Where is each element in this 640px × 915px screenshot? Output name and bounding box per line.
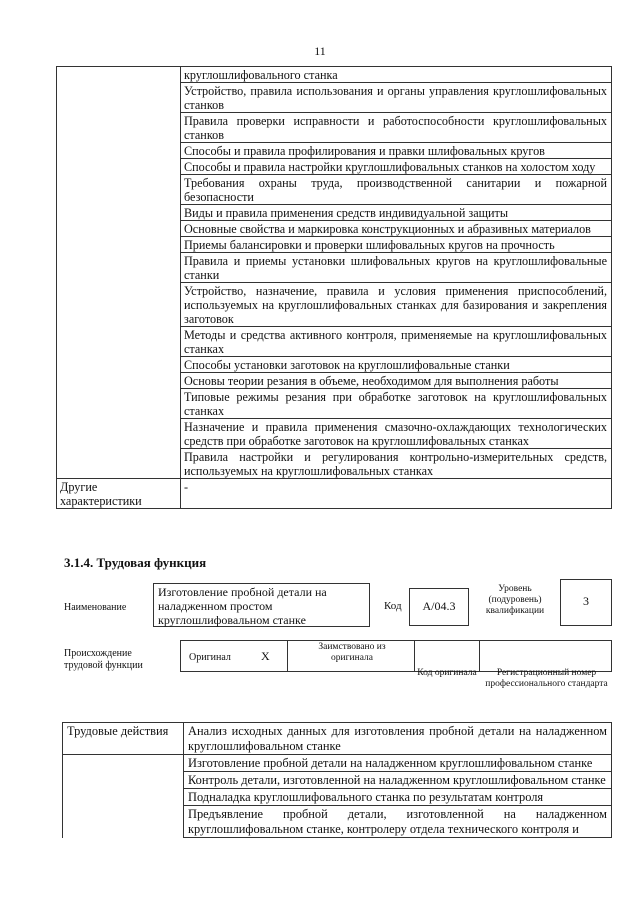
knowledge-item: Методы и средства активного контроля, применяемые на круглошлифовальных станках (181, 327, 612, 357)
knowledge-left-cell (57, 283, 181, 327)
action-row (63, 789, 612, 806)
knowledge-row (57, 143, 612, 159)
knowledge-item: Основы теории резания в объеме, необходимом для выполнения работы (181, 373, 612, 389)
action-row (63, 772, 612, 789)
knowledge-item: Правила проверки исправности и работоспособности круглошлифовальных станков (181, 113, 612, 143)
knowledge-left-cell (57, 221, 181, 237)
code-value: А/04.3 (422, 599, 456, 613)
reg-number-label: Регистрационный номер профессионального стандарта (485, 668, 608, 689)
knowledge-row (57, 159, 612, 175)
knowledge-left-cell (57, 357, 181, 373)
knowledge-left-cell (57, 67, 181, 83)
knowledge-left-cell (57, 143, 181, 159)
action-item: Изготовление пробной детали на наладженном круглошлифовальном станке (184, 755, 612, 772)
original-label: Оригинал (189, 652, 231, 663)
knowledge-left-cell (57, 205, 181, 221)
action-row (63, 755, 612, 772)
knowledge-item: Правила настройки и регулирования контрольно-измерительных средств, используемых на круглошлифовальных станках (181, 449, 612, 479)
knowledge-row (57, 83, 612, 113)
function-name-box (153, 583, 370, 627)
level-box (560, 579, 612, 626)
knowledge-left-cell (57, 373, 181, 389)
knowledge-row (57, 113, 612, 143)
knowledge-row (57, 389, 612, 419)
borrowed-label: Заимствовано из оригинала (318, 642, 386, 663)
knowledge-item: Типовые режимы резания при обработке заготовок на круглошлифовальных станках (181, 389, 612, 419)
original-mark: X (261, 649, 270, 663)
function-name-value: Изготовление пробной детали на наладженном простом круглошлифовальном станке (158, 585, 327, 627)
knowledge-left-cell (57, 253, 181, 283)
knowledge-left-cell (57, 175, 181, 205)
knowledge-item: Требования охраны труда, производственной санитарии и пожарной безопасности (181, 175, 612, 205)
knowledge-row (57, 67, 612, 83)
knowledge-left-cell (57, 449, 181, 479)
knowledge-left-cell (57, 327, 181, 357)
action-item: Подналадка круглошлифовального станка по результатам контроля (184, 789, 612, 806)
knowledge-row (57, 357, 612, 373)
section-title: 3.1.4. Трудовая функция (64, 555, 207, 570)
action-row (63, 723, 612, 755)
knowledge-item: Правила и приемы установки шлифовальных кругов на круглошлифовальные станки (181, 253, 612, 283)
other-characteristics-row (57, 479, 612, 509)
knowledge-item: круглошлифовального станка (181, 67, 612, 83)
actions-table (62, 722, 612, 838)
knowledge-item: Способы и правила профилирования и правки шлифовальных кругов (181, 143, 612, 159)
code-box (409, 588, 469, 626)
knowledge-row (57, 221, 612, 237)
knowledge-left-cell (57, 419, 181, 449)
knowledge-item: Устройство, назначение, правила и условия применения приспособлений, используемых на круглошлифовальных станках для базирования и закрепления заготовок (181, 283, 612, 327)
knowledge-item: Способы установки заготовок на круглошлифовальные станки (181, 357, 612, 373)
knowledge-row (57, 283, 612, 327)
knowledge-left-cell (57, 389, 181, 419)
borrowed-box (287, 640, 415, 672)
knowledge-row (57, 205, 612, 221)
other-characteristics-value: - (181, 479, 612, 509)
other-characteristics-label: Другие характеристики (57, 479, 181, 509)
level-value: 3 (583, 594, 589, 608)
knowledge-left-cell (57, 237, 181, 253)
original-box (180, 640, 288, 672)
origin-label: Происхождение трудовой функции (64, 648, 143, 671)
name-label: Наименование (64, 602, 127, 613)
action-item: Контроль детали, изготовленной на наладженном круглошлифовальном станке (184, 772, 612, 789)
knowledge-item: Назначение и правила применения смазочно-охлаждающих технологических средств при обработке заготовок на круглошлифовальных станках (181, 419, 612, 449)
knowledge-row (57, 373, 612, 389)
action-row (63, 806, 612, 838)
knowledge-row (57, 175, 612, 205)
page-number: 11 (314, 44, 326, 58)
knowledge-table (56, 66, 612, 509)
knowledge-left-cell (57, 159, 181, 175)
action-item: Анализ исходных данных для изготовления пробной детали на наладженном круглошлифовальном станке (184, 723, 612, 755)
knowledge-row (57, 419, 612, 449)
actions-left-cell (63, 772, 184, 789)
action-item: Предъявление пробной детали, изготовленной на наладженном круглошлифовальном станке, контролеру отдела технического контроля и (184, 806, 612, 838)
level-label: Уровень (подуровень) квалификации (485, 584, 545, 616)
knowledge-row (57, 253, 612, 283)
knowledge-item: Приемы балансировки и проверки шлифовальных кругов на прочность (181, 237, 612, 253)
knowledge-left-cell (57, 113, 181, 143)
code-label: Код (384, 600, 402, 612)
knowledge-item: Виды и правила применения средств индивидуальной защиты (181, 205, 612, 221)
actions-label: Трудовые действия (63, 723, 184, 755)
knowledge-item: Основные свойства и маркировка конструкционных и абразивных материалов (181, 221, 612, 237)
knowledge-row (57, 449, 612, 479)
knowledge-row (57, 237, 612, 253)
knowledge-left-cell (57, 83, 181, 113)
actions-left-cell (63, 789, 184, 806)
code-original-label: Код оригинала (417, 668, 477, 678)
knowledge-item: Устройство, правила использования и органы управления круглошлифовальных станков (181, 83, 612, 113)
actions-left-cell (63, 806, 184, 838)
knowledge-row (57, 327, 612, 357)
actions-left-cell (63, 755, 184, 772)
knowledge-item: Способы и правила настройки круглошлифовальных станков на холостом ходу (181, 159, 612, 175)
